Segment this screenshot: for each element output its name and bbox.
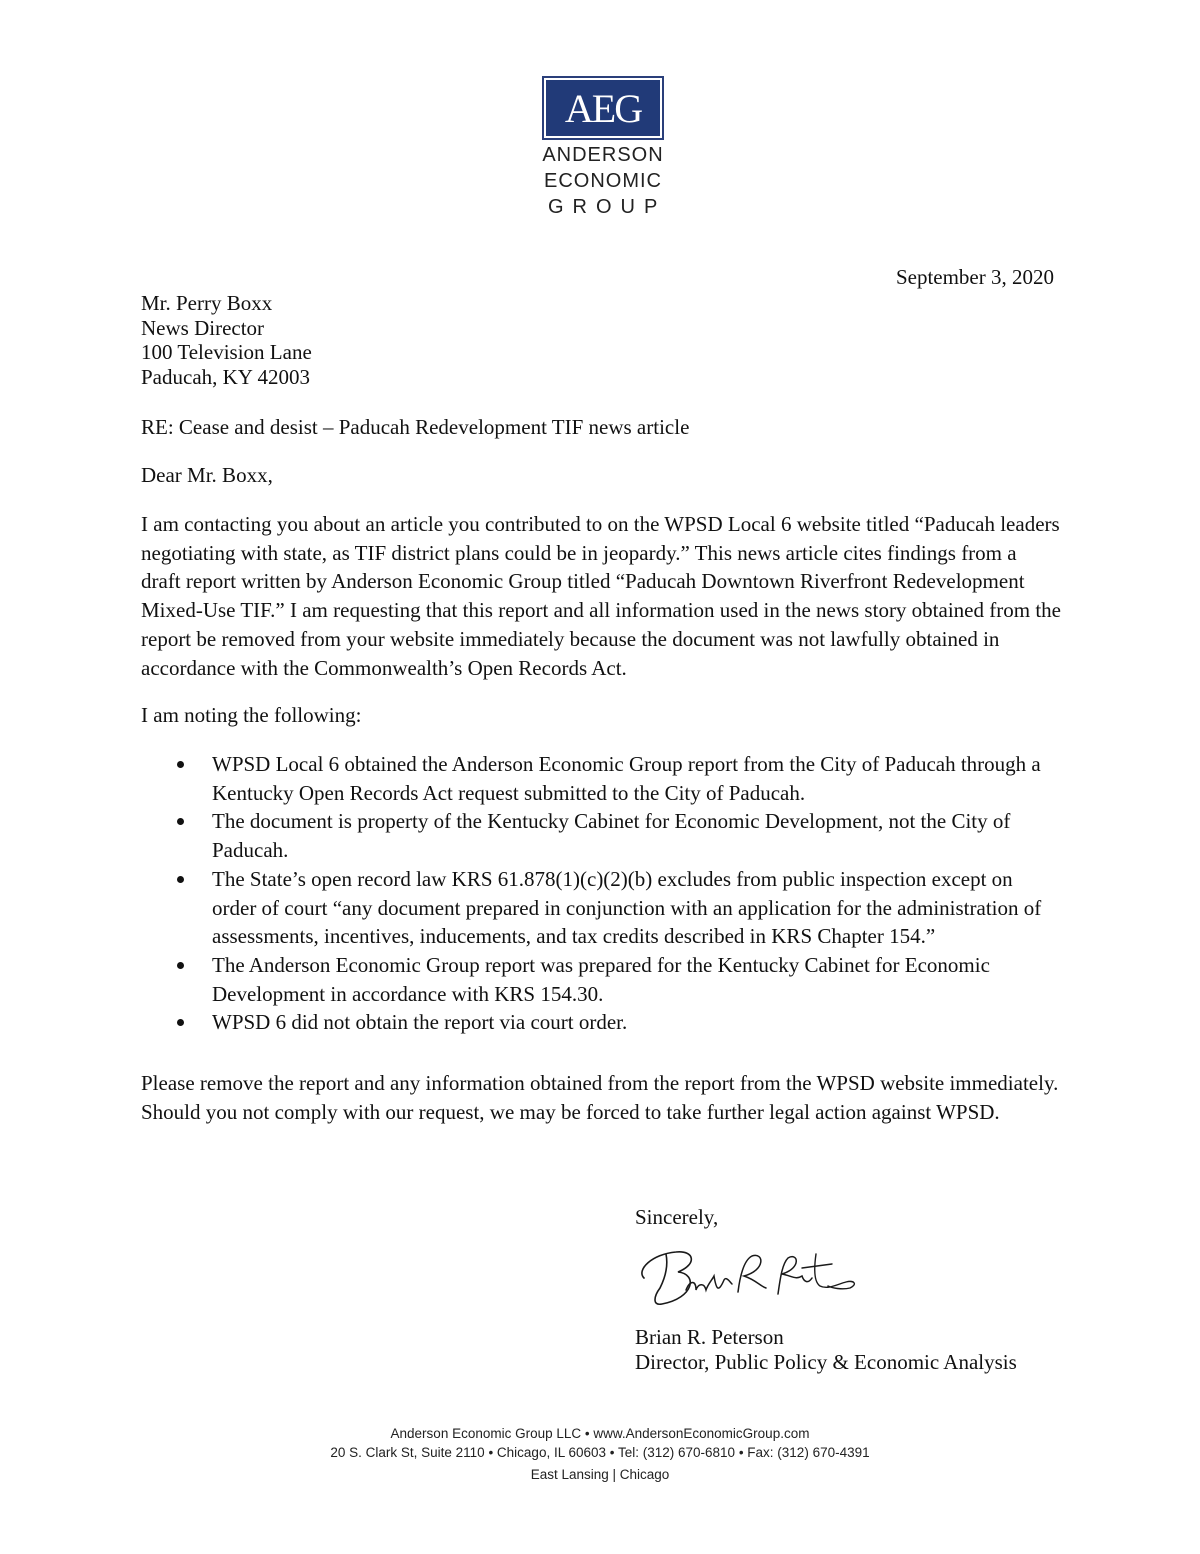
signer-block bbox=[635, 1325, 1017, 1375]
footer-company-line: Anderson Economic Group LLC • www.AndersonEconomicGroup.com bbox=[390, 1426, 810, 1441]
list-item-text: The document is property of the Kentucky Cabinet for Economic Development, not the City of Paducah. bbox=[212, 809, 1011, 863]
company-logo bbox=[540, 76, 666, 220]
logo-name-line3: GROUP bbox=[548, 196, 667, 218]
bullet-icon bbox=[177, 818, 184, 825]
list-item-text: WPSD Local 6 obtained the Anderson Economic Group report from the City of Paducah through a Kentucky Open Records Act request submitted to the City of Paducah. bbox=[212, 752, 1041, 805]
recipient-name: Mr. Perry Boxx bbox=[141, 291, 273, 315]
logo-mark-frame bbox=[542, 76, 664, 140]
bullet-icon bbox=[177, 876, 184, 883]
logo-name-line2: ECONOMIC bbox=[544, 170, 662, 192]
signer-name: Brian R. Peterson bbox=[635, 1325, 784, 1349]
subject-line: RE: Cease and desist – Paducah Redevelopment TIF news article bbox=[141, 415, 690, 439]
footer-address-line: 20 S. Clark St, Suite 2110 • Chicago, IL 60603 • Tel: (312) 670-6810 • Fax: (312) 670-4391 bbox=[330, 1445, 870, 1460]
salutation: Dear Mr. Boxx, bbox=[141, 463, 273, 487]
body-paragraph-1: I am contacting you about an article you contributed to on the WPSD Local 6 website titled “Paducah leaders negotiating with state, as TIF district plans could be in jeopardy.” This news article cites findings from a draft report written by Anderson Economic Group titled “Paducah Downtown Riverfront Redevelopment Mixed-Use TIF.” I am requesting that this report and all information used in the news story obtained from the report be removed from your website immediately because the document was not lawfully obtained in accordance with the Commonwealth’s Open Records Act. bbox=[141, 512, 1061, 680]
logo-name-line1: ANDERSON bbox=[542, 144, 664, 166]
recipient-title: News Director bbox=[141, 315, 265, 340]
list-item-text: The State’s open record law KRS 61.878(1)(c)(2)(b) excludes from public inspection except on order of court “any document prepared in conjunction with an application for the administration of assessments, incentives, inducements, and tax credits described in KRS Chapter 154.” bbox=[212, 866, 1042, 949]
signature-image bbox=[632, 1240, 862, 1322]
logo-mark: AEG bbox=[546, 80, 660, 136]
recipient-city: Paducah, KY 42003 bbox=[141, 364, 310, 389]
list-item-text: WPSD 6 did not obtain the report via court order. bbox=[212, 1010, 628, 1035]
letter-date: September 3, 2020 bbox=[895, 265, 1054, 289]
list-item bbox=[141, 951, 1061, 1008]
letterhead-footer bbox=[0, 1424, 1200, 1484]
findings-list bbox=[141, 750, 1061, 1037]
list-item bbox=[141, 750, 1061, 807]
noting-line: I am noting the following: bbox=[141, 703, 362, 727]
list-item bbox=[141, 807, 1061, 864]
recipient-address bbox=[141, 291, 312, 389]
list-item bbox=[141, 1008, 1061, 1037]
body-paragraph-2: Please remove the report and any information obtained from the report from the WPSD website immediately. Should you not comply with our request, we may be forced to take further legal action against WPSD. bbox=[141, 1071, 1059, 1124]
bullet-icon bbox=[177, 761, 184, 768]
closing: Sincerely, bbox=[635, 1205, 719, 1229]
footer-offices: East Lansing | Chicago bbox=[530, 1467, 670, 1482]
list-item-text: The Anderson Economic Group report was prepared for the Kentucky Cabinet for Economic Development in accordance with KRS 154.30. bbox=[212, 952, 990, 1006]
signer-title: Director, Public Policy & Economic Analysis bbox=[635, 1350, 1017, 1374]
bullet-icon bbox=[177, 1019, 184, 1026]
recipient-street: 100 Television Lane bbox=[141, 340, 312, 364]
list-item bbox=[141, 865, 1061, 951]
bullet-icon bbox=[177, 962, 184, 969]
